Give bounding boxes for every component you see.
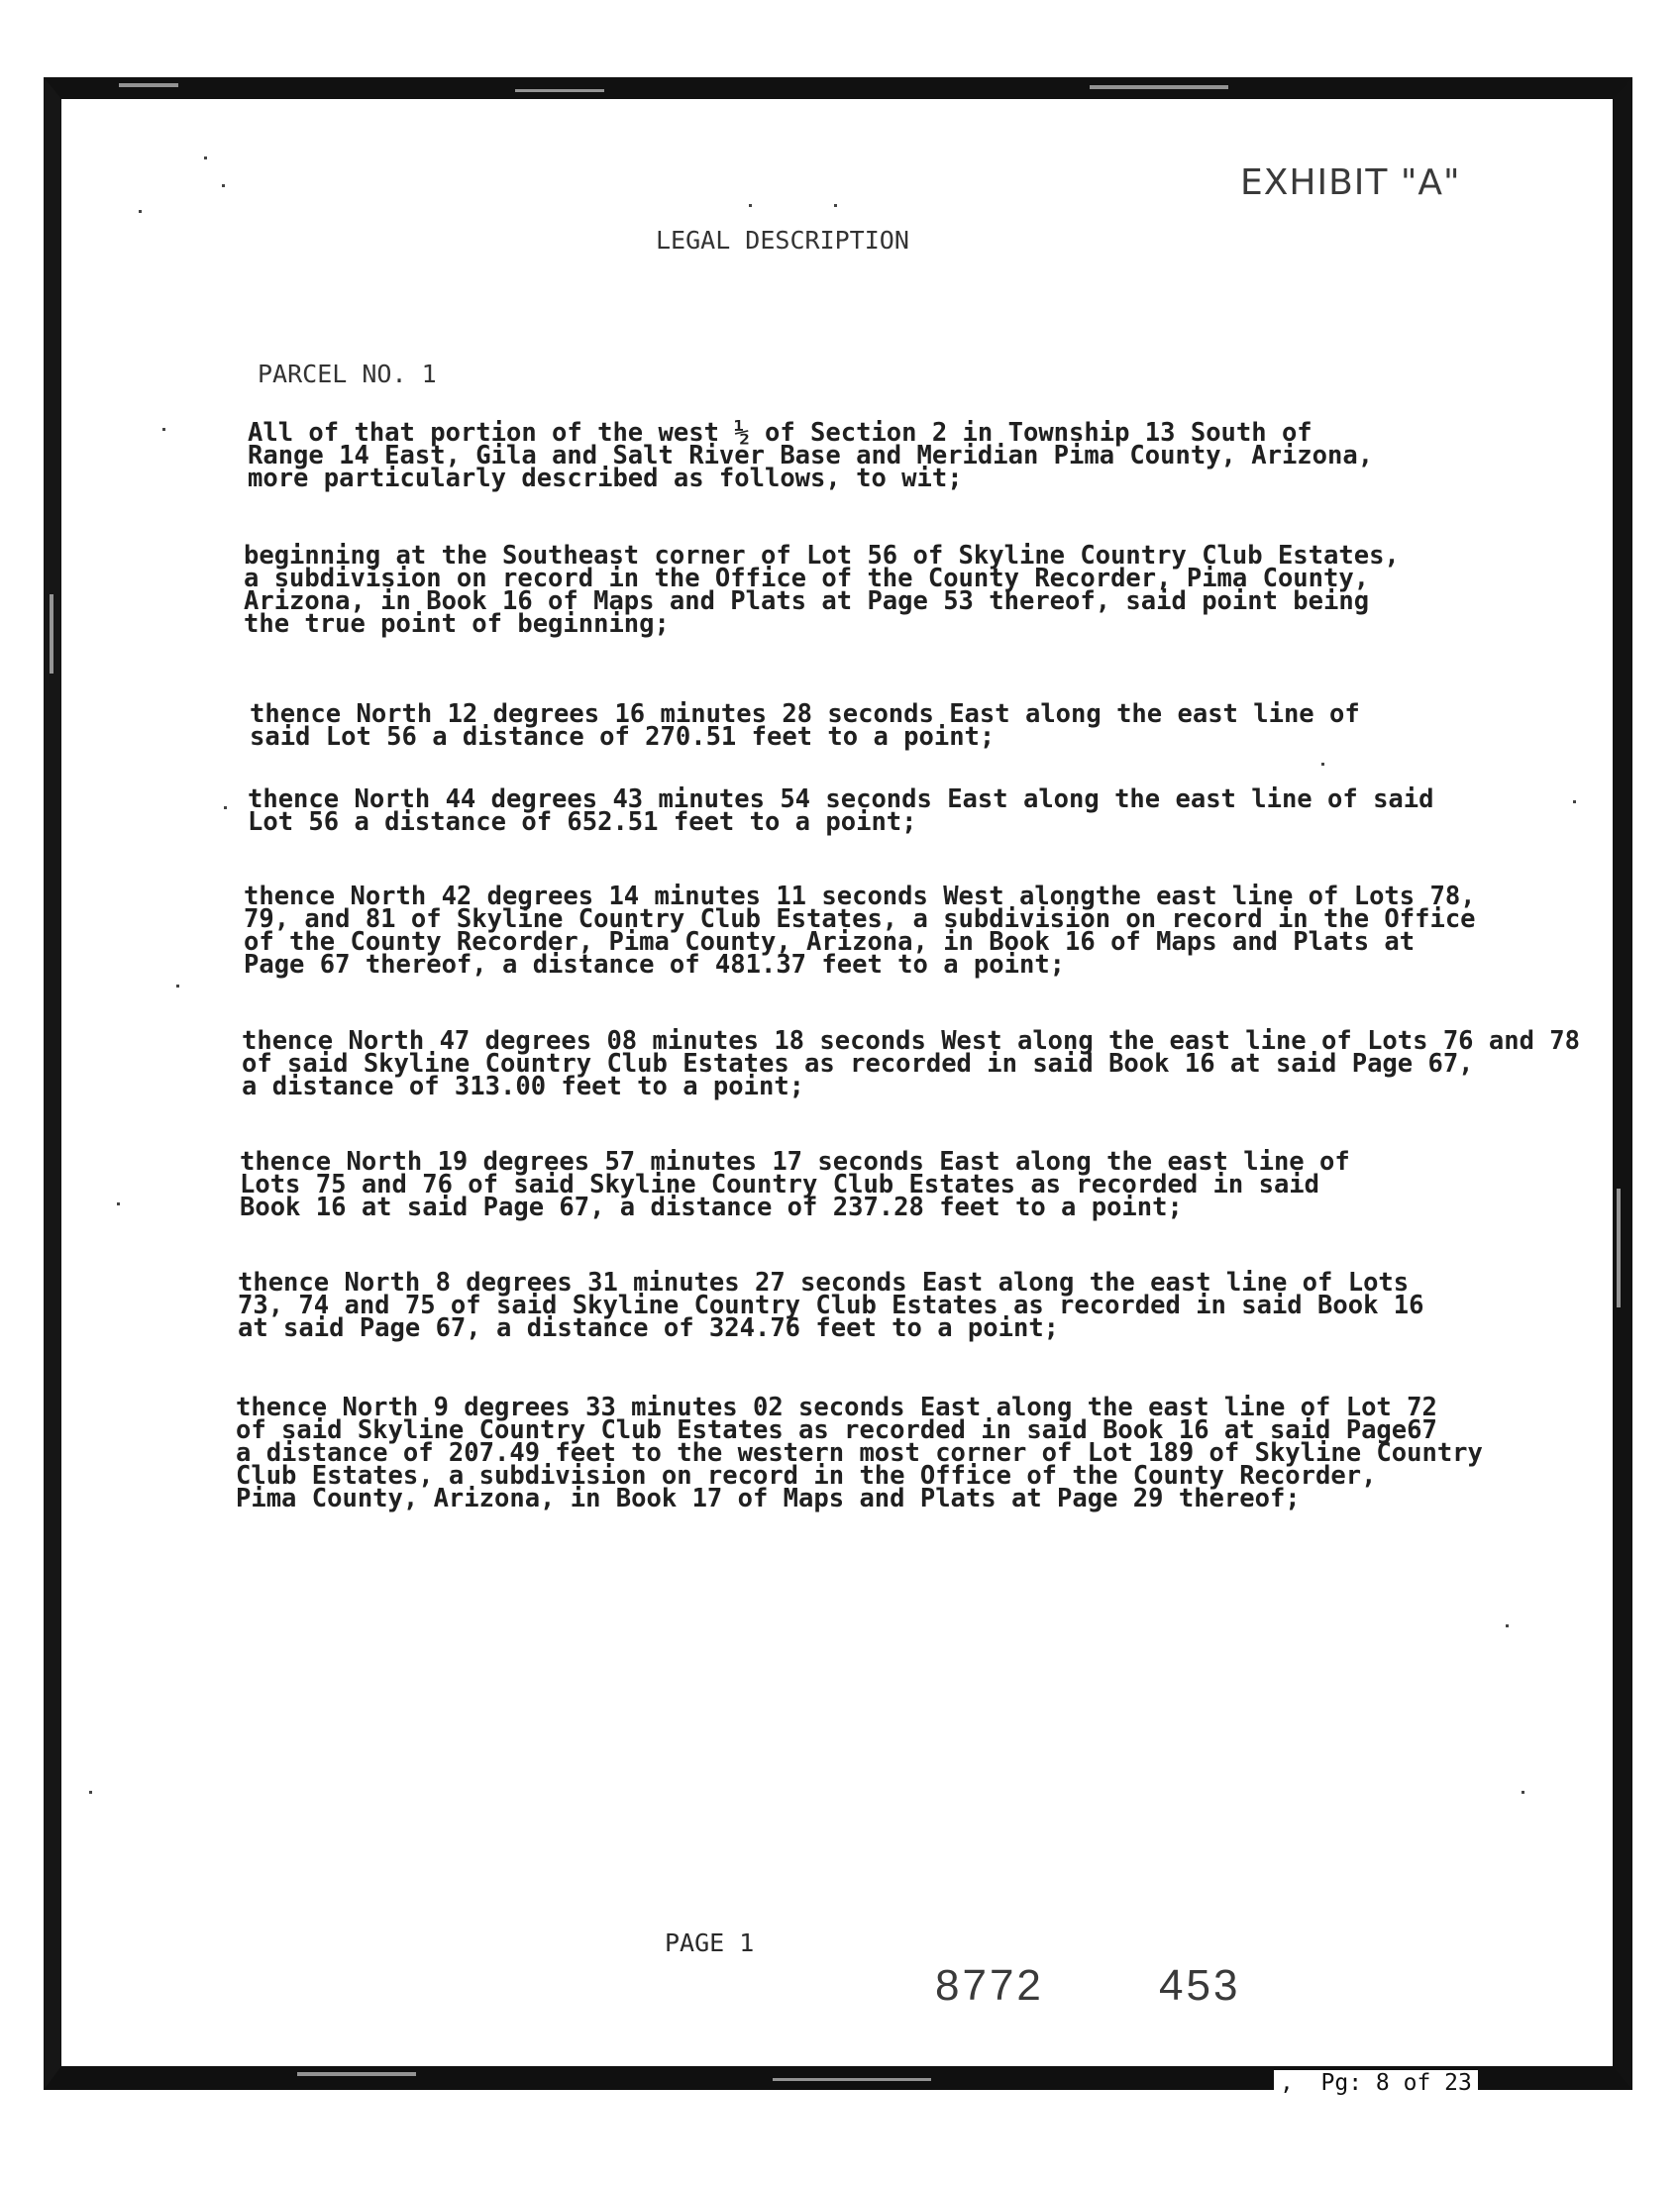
exhibit-label: EXHIBIT "A" bbox=[1240, 162, 1461, 203]
parcel-heading: PARCEL NO. 1 bbox=[258, 360, 437, 388]
scan-dot bbox=[176, 985, 179, 988]
border-speckle bbox=[119, 83, 178, 87]
paragraph-course-5: thence North 19 degrees 57 minutes 17 seconds East along the east line of Lots 75 and 76 of said Skyline Country Club Estates as recorded in said Book 16 at said Page 67, a distance of 237.28 feet to a point; bbox=[240, 1147, 1350, 1222]
paragraph-course-1: thence North 12 degrees 16 minutes 28 seconds East along the east line of said Lot 56 a distance of 270.51 feet to a point; bbox=[250, 699, 1360, 752]
scan-dot bbox=[1506, 1624, 1509, 1627]
scan-dot bbox=[89, 1791, 92, 1794]
paragraph-point-of-beginning: beginning at the Southeast corner of Lot 56 of Skyline Country Club Estates, a subdivision on record in the Office of the County Recorder, Pima County, Arizona, in Book 16 of Maps and Plats at Page 53 thereof, said point being the true point of beginning; bbox=[244, 541, 1400, 639]
scan-dot bbox=[749, 204, 752, 207]
scan-dot bbox=[1573, 800, 1576, 803]
border-speckle bbox=[773, 2078, 931, 2081]
border-speckle bbox=[1090, 85, 1228, 89]
scan-dot bbox=[224, 806, 227, 809]
scan-dot bbox=[222, 184, 225, 187]
recording-page-stamp: 453 bbox=[1159, 1961, 1241, 2010]
page-label: PAGE 1 bbox=[665, 1928, 755, 1957]
recording-book-stamp: 8772 bbox=[935, 1961, 1044, 2010]
paragraph-course-4: thence North 47 degrees 08 minutes 18 seconds West along the east line of Lots 76 and 78 of said Skyline Country Club Estates as recorded in said Book 16 at said Page 67, a distance of 313.00 feet to a point; bbox=[242, 1026, 1581, 1101]
border-speckle bbox=[1617, 1189, 1621, 1307]
paragraph-intro: All of that portion of the west ½ of Section 2 in Township 13 South of Range 14 East, Gila and Salt River Base and Meridian Pima County, Arizona, more particularly described as follows, to wit; bbox=[248, 418, 1374, 493]
border-speckle bbox=[297, 2072, 416, 2076]
scan-dot bbox=[1522, 1791, 1524, 1794]
scan-dot bbox=[1321, 763, 1324, 766]
document-title: LEGAL DESCRIPTION bbox=[656, 226, 909, 255]
paragraph-course-6: thence North 8 degrees 31 minutes 27 seconds East along the east line of Lots 73, 74 and 75 of said Skyline Country Club Estates as recorded in said Book 16 at said Page 67, a distance of 324.76 feet to a point; bbox=[238, 1268, 1424, 1343]
page-counter: , Pg: 8 of 23 bbox=[1274, 2070, 1478, 2096]
border-speckle bbox=[50, 594, 53, 674]
scan-dot bbox=[204, 156, 207, 159]
scan-dot bbox=[834, 204, 837, 207]
border-speckle bbox=[515, 89, 604, 92]
paragraph-course-3: thence North 42 degrees 14 minutes 11 seconds West alongthe east line of Lots 78, 79, and 81 of Skyline Country Club Estates, a subdivision on record in the Office of the County Recorder, Pima County, Arizona, in Book 16 of Maps and Plats at Page 67 thereof, a distance of 481.37 feet to a point; bbox=[244, 882, 1476, 980]
scan-dot bbox=[139, 210, 142, 213]
paragraph-course-2: thence North 44 degrees 43 minutes 54 seconds East along the east line of said Lot 56 a distance of 652.51 feet to a point; bbox=[248, 784, 1434, 837]
scan-dot bbox=[162, 428, 165, 431]
scan-dot bbox=[117, 1202, 120, 1205]
paragraph-course-7: thence North 9 degrees 33 minutes 02 seconds East along the east line of Lot 72 of said Skyline Country Club Estates as recorded in said Book 16 at said Page67 a distance of 207.49 feet to the western most corner of Lot 189 of Skyline Country Club Estates, a subdivision on record in the Office of the County Recorder, Pima County, Arizona, in Book 17 of Maps and Plats at Page 29 thereof; bbox=[236, 1393, 1483, 1513]
